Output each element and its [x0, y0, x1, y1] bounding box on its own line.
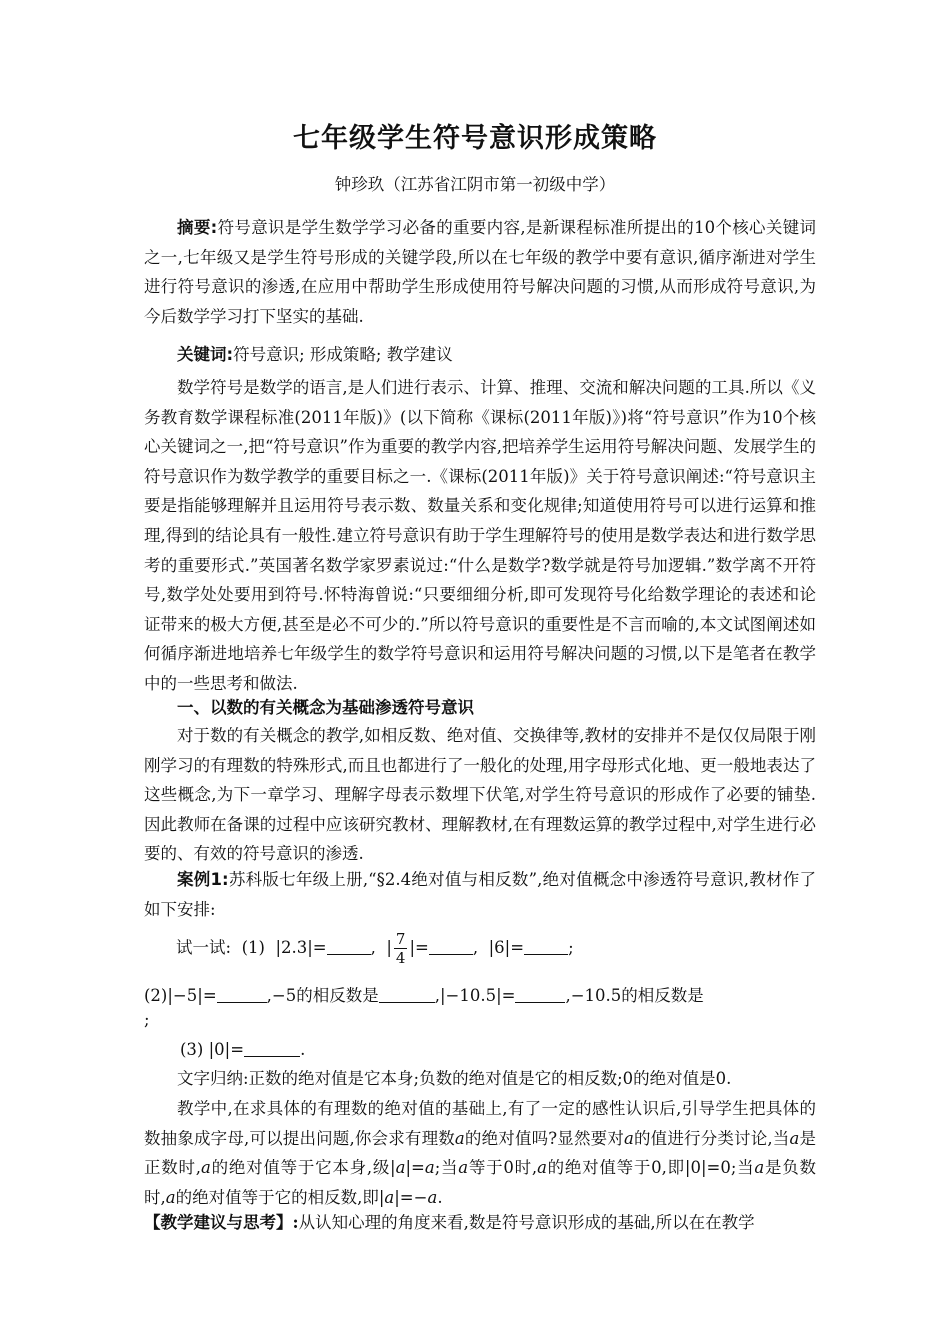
teaching-text: ;当 — [434, 1158, 459, 1178]
section1-paragraph: 对于数的有关概念的教学,如相反数、绝对值、交换律等,教材的安排并不是仅仅局限于刚刚学习的有理数的特殊形式,而且也都进行了一般化的处理,用字母形式化地、更一般地表达了这些概念,为下一章学习、理解字母表示数埋下伏笔,对学生符号意识的形成作了必要的铺垫.因此教师在备课的过程中应该研究教材、理解教材,在有理数运算的教学过程中,对学生进行必要的、有效的符号意识的渗透. — [144, 726, 816, 864]
period: . — [300, 1040, 306, 1059]
teaching-paragraph — [144, 1094, 816, 1212]
exercise-line-2-wrap: ; — [144, 1010, 150, 1029]
answer-blank — [379, 986, 435, 1003]
opposite-neg-5: ,−5的相反数是 — [266, 986, 379, 1005]
teaching-text: 教学中,在求具体的有理数的绝对值的基础上,有了一定的感性认识后,引导学生把具体的数抽象成字母,可以提出问题,你会求有理数 — [144, 1099, 816, 1148]
keywords — [144, 340, 816, 370]
exercise-item-1: (1) — [241, 938, 265, 957]
opposite-neg-10-5: ,−10.5的相反数是 — [565, 986, 704, 1005]
abs-value-2-3: |2.3|= — [275, 938, 327, 957]
variable-a: a — [754, 1158, 765, 1178]
case1-text: 苏科版七年级上册,“§2.4绝对值与相反数”,绝对值概念中渗透符号意识,教材作了如下安排: — [144, 870, 816, 919]
teaching-text: |= — [405, 1158, 425, 1178]
summary-paragraph: 文字归纳:正数的绝对值是它本身;负数的绝对值是它的相反数;0的绝对值是0. — [177, 1069, 732, 1088]
teaching-text: . — [437, 1187, 443, 1207]
exercise-line-2 — [144, 982, 704, 1006]
answer-blank — [244, 1040, 300, 1057]
exercise-line-3 — [180, 1040, 305, 1059]
case1-label: 案例1: — [177, 870, 229, 889]
teaching-text: 是负数时, — [144, 1158, 816, 1207]
answer-blank — [524, 938, 568, 955]
answer-blank — [429, 938, 473, 955]
fraction-seven-fourths — [394, 930, 408, 967]
variable-a: a — [201, 1158, 211, 1178]
answer-blank — [327, 938, 371, 955]
section-heading: 一、以数的有关概念为基础渗透符号意识 — [177, 698, 474, 717]
teaching-text: 的绝对值吗?显然要对 — [464, 1128, 624, 1148]
advice-paragraph — [144, 1208, 816, 1238]
variable-a: a — [395, 1158, 406, 1178]
variable-a: a — [384, 1187, 395, 1207]
variable-a: a — [624, 1128, 634, 1148]
teaching-text: |=− — [394, 1187, 428, 1207]
case1-paragraph — [144, 865, 816, 924]
teaching-text: 等于0时, — [468, 1158, 538, 1178]
variable-a: a — [537, 1158, 547, 1178]
advice-label: 【教学建议与思考】: — [144, 1213, 299, 1232]
abs-neg-5: (2)|−5|= — [144, 986, 217, 1005]
variable-a: a — [458, 1158, 469, 1178]
teaching-text: 的绝对值等于0,即|0|=0;当 — [546, 1158, 755, 1178]
teaching-text: 的绝对值等于它本身,级| — [210, 1158, 396, 1178]
keywords-text: 符号意识; 形成策略; 教学建议 — [233, 345, 453, 364]
abs-zero: (3) |0|= — [180, 1040, 245, 1059]
answer-blank — [217, 986, 267, 1003]
abs-value-6: |6|= — [488, 938, 525, 957]
advice-text: 从认知心理的角度来看,数是符号意识形成的基础,所以在在教学 — [298, 1213, 755, 1232]
fraction-numerator: 7 — [395, 930, 406, 948]
variable-a: a — [789, 1128, 800, 1148]
answer-blank — [515, 986, 565, 1003]
abs-neg-10-5: ,|−10.5|= — [434, 986, 516, 1005]
variable-a: a — [427, 1187, 438, 1207]
variable-a: a — [165, 1187, 176, 1207]
exercise-prefix: 试一试: — [176, 938, 232, 957]
paper-title: 七年级学生符号意识形成策略 — [293, 123, 657, 154]
fraction-denominator: 4 — [395, 949, 406, 967]
author-line: 钟珍玖（江苏省江阴市第一初级中学） — [334, 175, 616, 194]
intro-paragraph: 数学符号是数学的语言,是人们进行表示、计算、推理、交流和解决问题的工具.所以《义务教育数学课程标准(2011年版)》(以下简称《课标(2011年版)》)将“符号意识”作为10个核心关键词之一,把“符号意识”作为重要的教学内容,把培养学生运用符号解决问题、发展学生的符号意识作为数学教学的重要目标之一.《课标(2011年版)》关于符号意识阐述:“符号意识主要是指能够理解并且运用符号表示数、数量关系和变化规律;知道使用符号可以进行运算和推理,得到的结论具有一般性.建立符号意识有助于学生理解符号的使用是数学表达和进行数学思考的重要形式.”英国著名数学家罗素说过:“什么是数学?数学就是符号加逻辑.”数学离不开符号,数学处处要用到符号.怀特海曾说:“只要细细分析,即可发现符号化给数学理论的表述和论证带来的极大方便,甚至是必不可少的.”所以符号意识的重要性是不言而喻的,本文试图阐述如何循序渐进地培养七年级学生的数学符号意识和运用符号解决问题的习惯,以下是笔者在教学中的一些思考和做法. — [144, 378, 816, 693]
abstract-label: 摘要: — [177, 218, 218, 237]
variable-a: a — [424, 1158, 435, 1178]
variable-a: a — [454, 1128, 465, 1148]
teaching-text: 的绝对值等于它的相反数,即| — [175, 1187, 385, 1207]
abstract-text: 符号意识是学生数学学习必备的重要内容,是新课程标准所提出的10个核心关键词之一,七年级又是学生符号形成的关键学段,所以在七年级的教学中要有意识,循序渐进对学生进行符号意识的渗透,在应用中帮助学生形成使用符号解决问题的习惯,从而形成符号意识,为今后数学学习打下坚实的基础. — [144, 218, 816, 326]
teaching-text: 的值进行分类讨论,当 — [633, 1128, 790, 1148]
abstract — [144, 213, 816, 331]
keywords-label: 关键词: — [177, 345, 234, 364]
exercise-line-1: 试一试: (1) |2.3|= , | $\frac{7}{4}$ |= , |6|= ; — [176, 930, 574, 967]
teaching-text: 是正数时, — [144, 1128, 816, 1178]
